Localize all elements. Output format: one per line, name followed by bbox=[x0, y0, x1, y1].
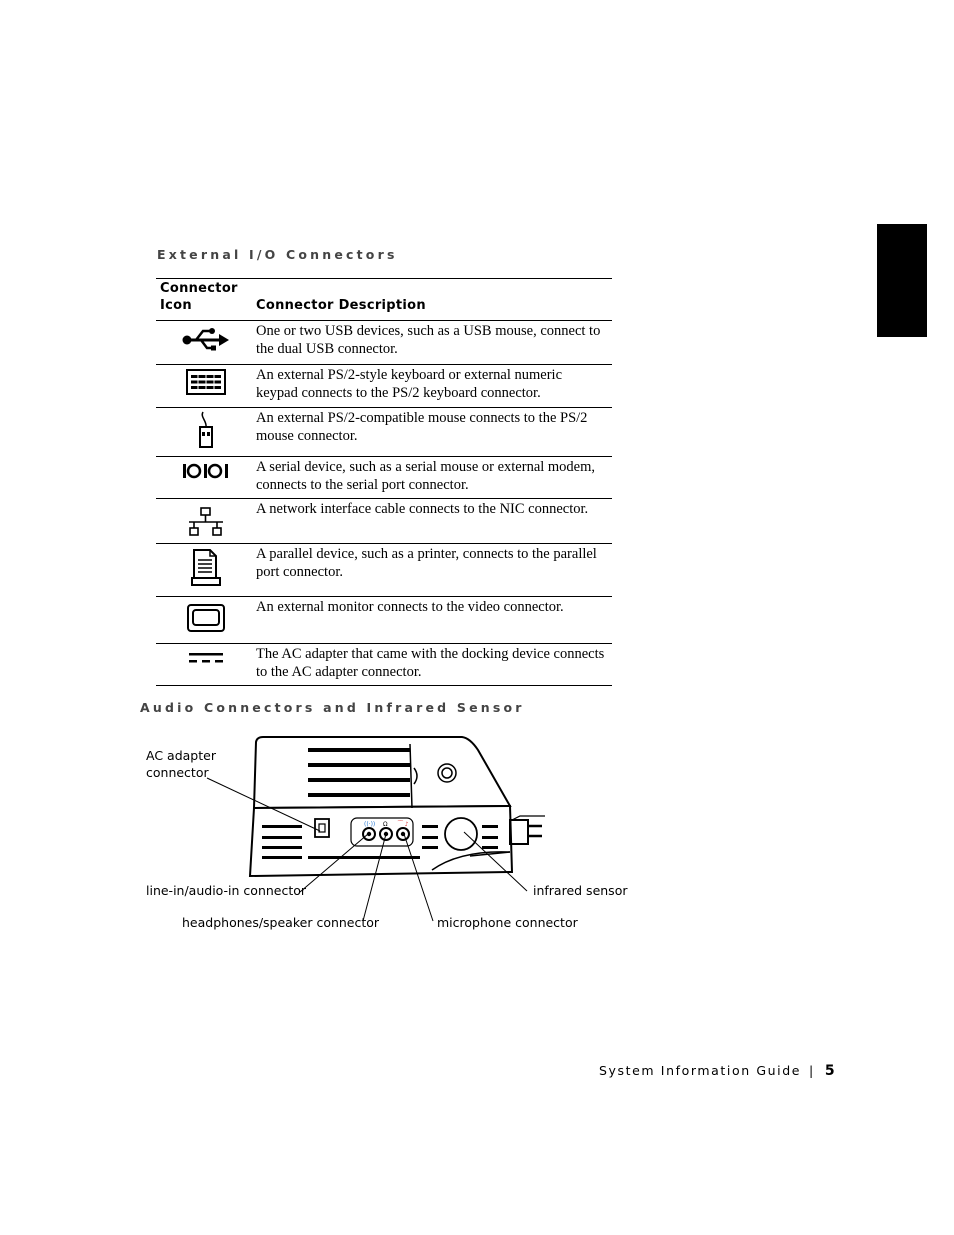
connector-description: An external PS/2-style keyboard or external numeric keypad connects to the PS/2 keyboard connector. bbox=[256, 367, 563, 401]
column-header-description: Connector Description bbox=[256, 298, 426, 313]
callout-line-in: line-in/audio-in connector bbox=[146, 883, 307, 898]
column-header-icon-line1: Connector bbox=[160, 281, 238, 296]
section-heading-audio: Audio Connectors and Infrared Sensor bbox=[140, 700, 525, 715]
ac-adapter-port bbox=[315, 819, 329, 837]
connector-description: An external monitor connects to the video connector. bbox=[256, 599, 564, 615]
infrared-sensor bbox=[445, 818, 477, 850]
callout-infrared: infrared sensor bbox=[533, 883, 628, 898]
connector-description: An external PS/2-compatible mouse connects to the PS/2 mouse connector. bbox=[256, 410, 588, 444]
svg-text:⁀ ♪: ⁀ ♪ bbox=[398, 821, 409, 828]
connector-description: A serial device, such as a serial mouse or external modem, connects to the serial port connector. bbox=[256, 459, 596, 493]
svg-text:Ω: Ω bbox=[383, 821, 388, 828]
docking-device-body bbox=[250, 737, 545, 876]
connector-description: The AC adapter that came with the docking device connects to the AC adapter connector. bbox=[256, 646, 605, 680]
svg-text:((·)): ((·)) bbox=[364, 821, 376, 828]
footer-separator: | bbox=[809, 1063, 815, 1078]
section-heading-io: External I/O Connectors bbox=[157, 247, 398, 262]
column-header-icon-line2: Icon bbox=[160, 298, 192, 313]
connector-description: One or two USB devices, such as a USB mouse, connect to the dual USB connector. bbox=[256, 323, 601, 357]
connector-description: A parallel device, such as a printer, connects to the parallel port connector. bbox=[256, 546, 597, 580]
callout-headphones: headphones/speaker connector bbox=[182, 915, 380, 930]
connector-description: A network interface cable connects to the NIC connector. bbox=[256, 501, 589, 517]
audio-jack-panel bbox=[351, 818, 413, 846]
page-footer bbox=[599, 1063, 835, 1079]
footer-guide-title: System Information Guide bbox=[599, 1063, 802, 1078]
callout-ac-adapter-line2: connector bbox=[146, 765, 209, 780]
callout-microphone: microphone connector bbox=[437, 915, 578, 930]
callout-ac-adapter-line1: AC adapter bbox=[146, 748, 216, 763]
callout-ac-adapter bbox=[146, 747, 216, 781]
page-number: 5 bbox=[824, 1063, 835, 1079]
